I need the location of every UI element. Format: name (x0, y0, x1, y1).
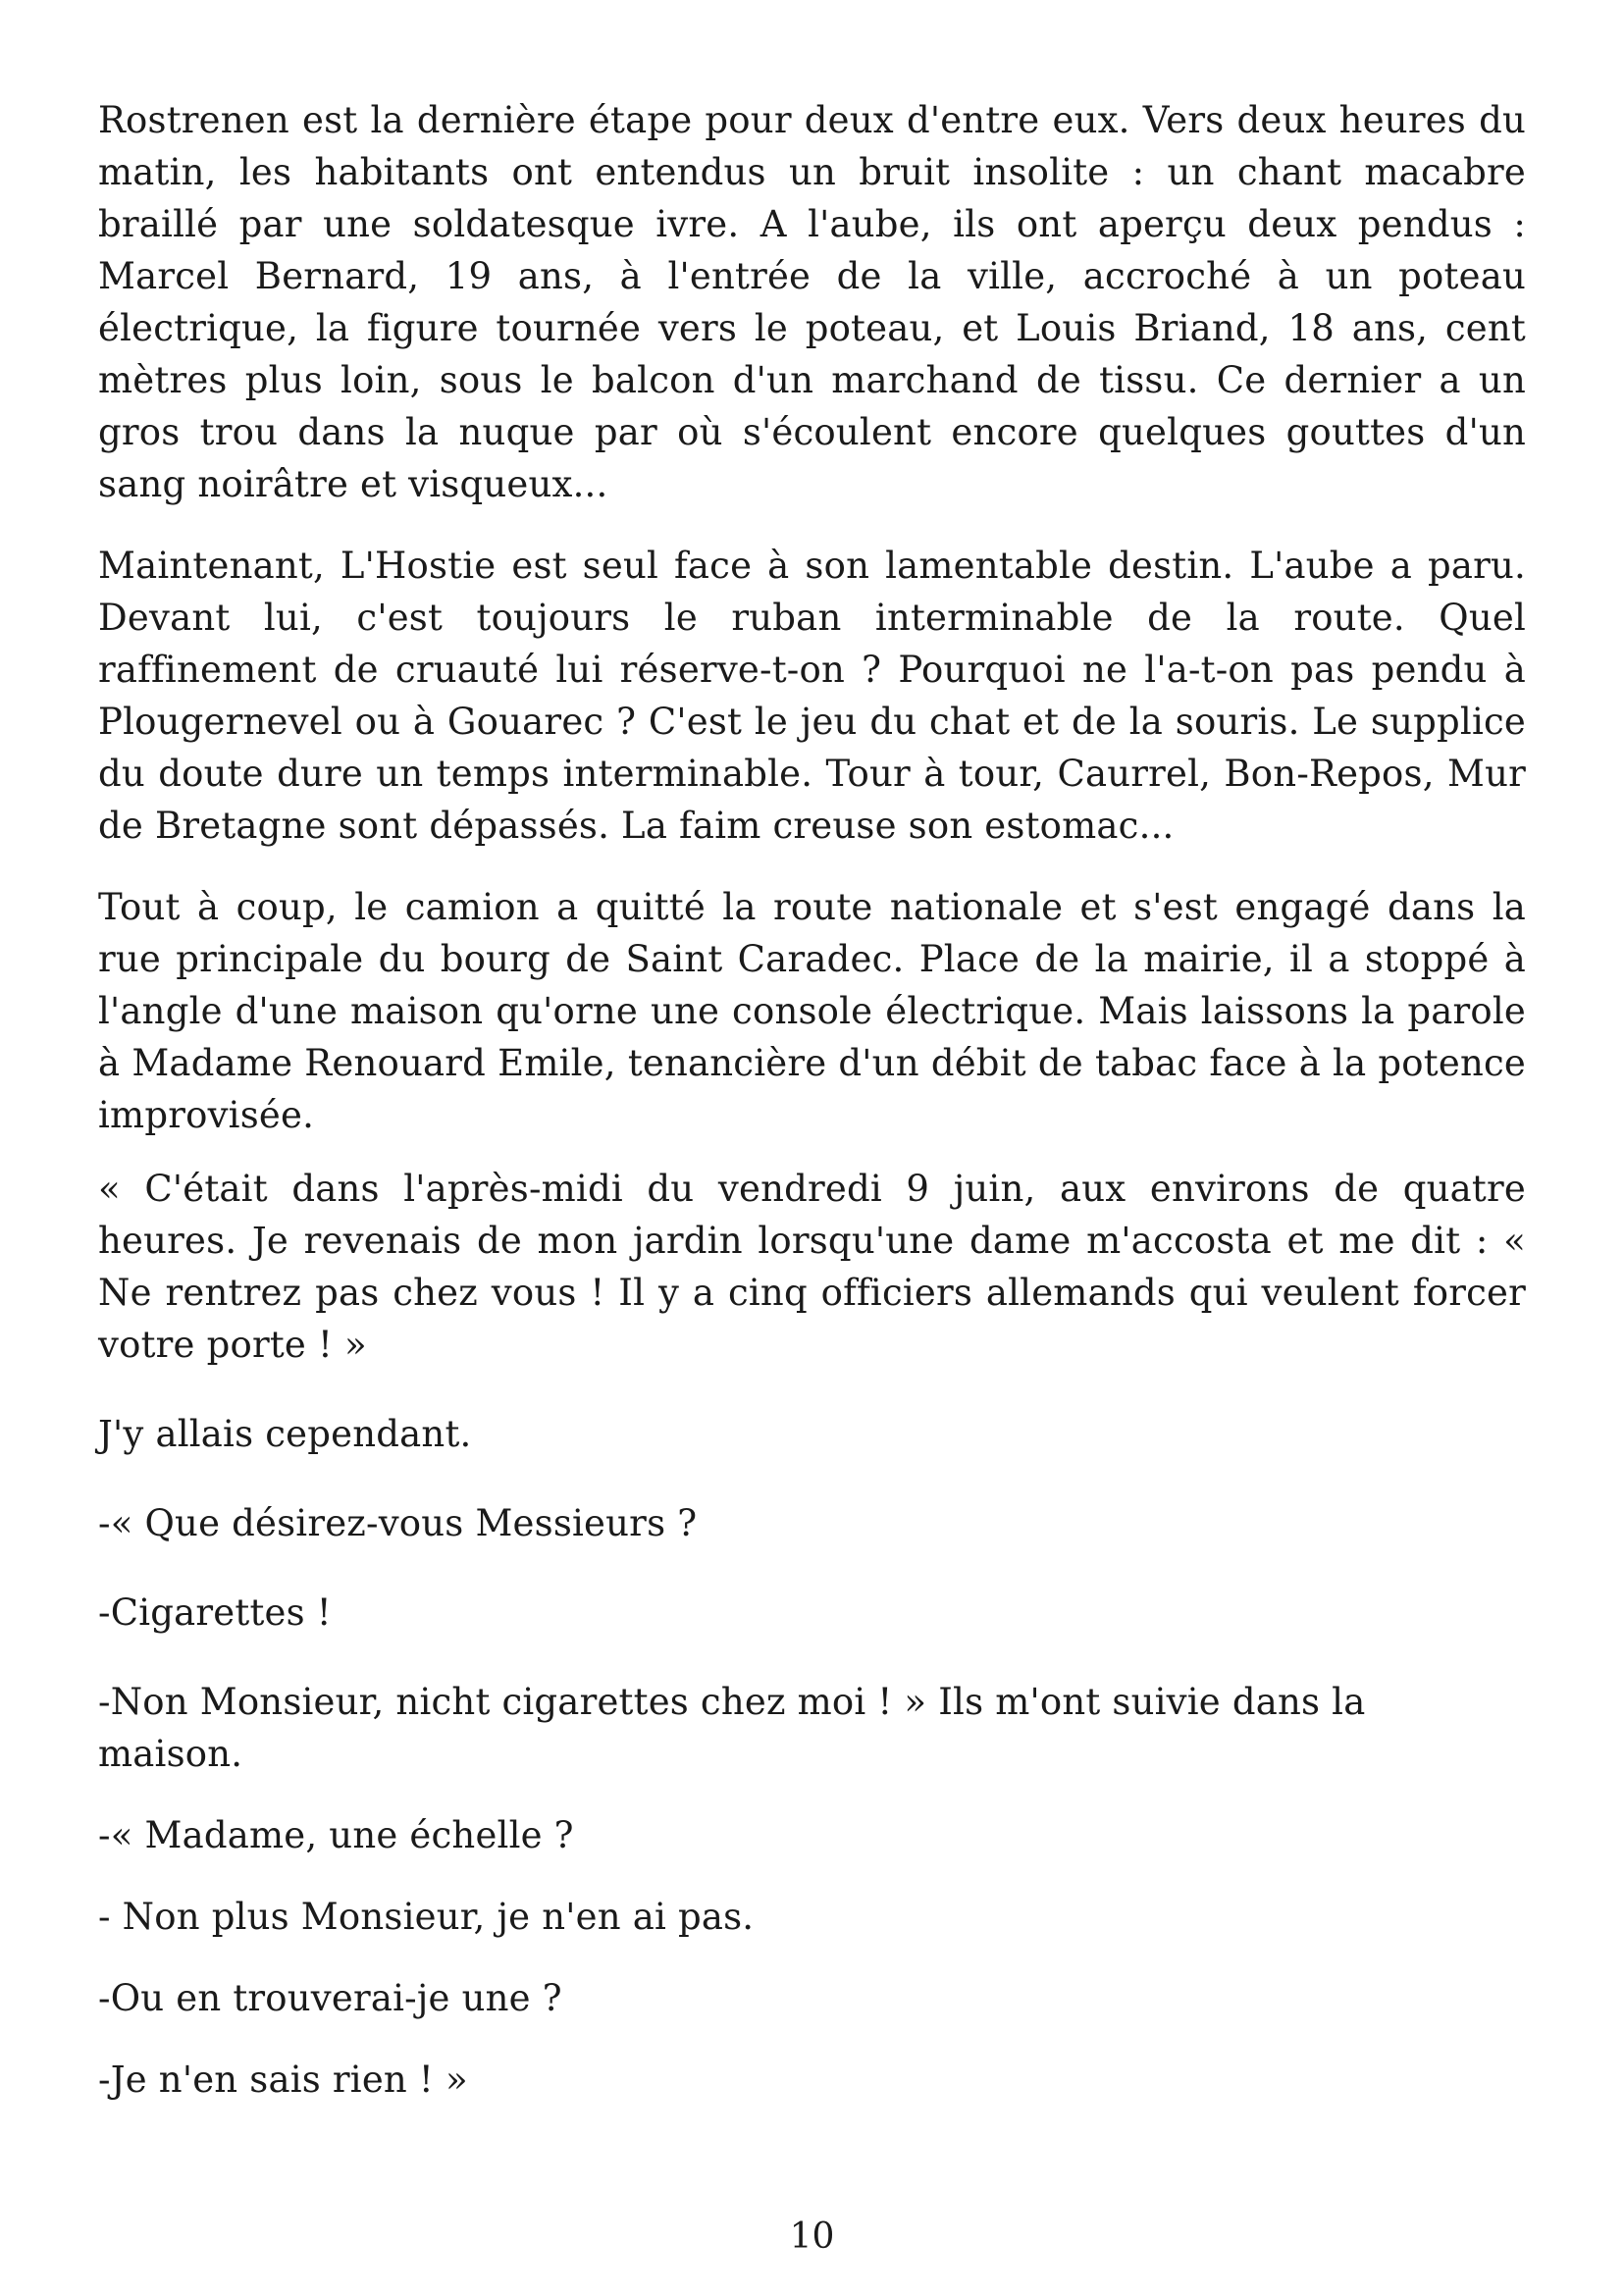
dialogue-line: -Ou en trouverai-je une ? (98, 1977, 562, 2019)
paragraph: Tout à coup, le camion a quitté la route nationale et s'est engagé dans la rue principale du bourg de Saint Caradec. Place de la mairie, il a stoppé à l'angle d'une maison qu'orne une console électrique. Mais laissons la parole à Madame Renouard Emile, tenancière d'un débit de tabac face à la potence improvisée. (98, 886, 1526, 1136)
quote-paragraph: « C'était dans l'après-midi du vendredi 9 juin, aux environs de quatre heures. Je revenais de mon jardin lorsqu'une dame m'accosta et me dit : « Ne rentrez pas chez vous ! Il y a cinq officiers allemands qui veulent forcer votre porte ! » (98, 1168, 1526, 1366)
paragraph: J'y allais cependant. (98, 1413, 472, 1455)
dialogue-line: -« Madame, une échelle ? (98, 1814, 574, 1856)
dialogue-line: -Je n'en sais rien ! » (98, 2059, 468, 2101)
paragraph: Maintenant, L'Hostie est seul face à son lamentable destin. L'aube a paru. Devant lui, c'est toujours le ruban interminable de la route. Quel raffinement de cruauté lui réserve-t-on ? Pourquoi ne l'a-t-on pas pendu à Plougernevel ou à Gouarec ? C'est le jeu du chat et de la souris. Le supplice du doute dure un temps interminable. Tour à tour, Caurrel, Bon-Repos, Mur de Bretagne sont dépassés. La faim creuse son estomac... (98, 545, 1526, 847)
dialogue-line-text: -Non Monsieur, nicht cigarettes chez moi ! » Ils m'ont suivie dans la maison. (98, 1681, 1366, 1775)
document-body (98, 94, 1526, 2106)
dialogue-line: - Non plus Monsieur, je n'en ai pas. (98, 1896, 755, 1938)
dialogue-line: -« Que désirez-vous Messieurs ? (98, 1502, 698, 1544)
dialogue-line (98, 1676, 1526, 1780)
dialogue-line: -Cigarettes ! (98, 1591, 332, 1634)
page-number: 10 (789, 2216, 835, 2257)
paragraph: Rostrenen est la dernière étape pour deux d'entre eux. Vers deux heures du matin, les habitants ont entendus un bruit insolite : un chant macabre braillé par une soldatesque ivre. A l'aube, ils ont aperçu deux pendus : Marcel Bernard, 19 ans, à l'entrée de la ville, accroché à un poteau électrique, la figure tournée vers le poteau, et Louis Briand, 18 ans, cent mètres plus loin, sous le balcon d'un marchand de tissu. Ce dernier a un gros trou dans la nuque par où s'écoulent encore quelques gouttes d'un sang noirâtre et visqueux... (98, 99, 1526, 505)
